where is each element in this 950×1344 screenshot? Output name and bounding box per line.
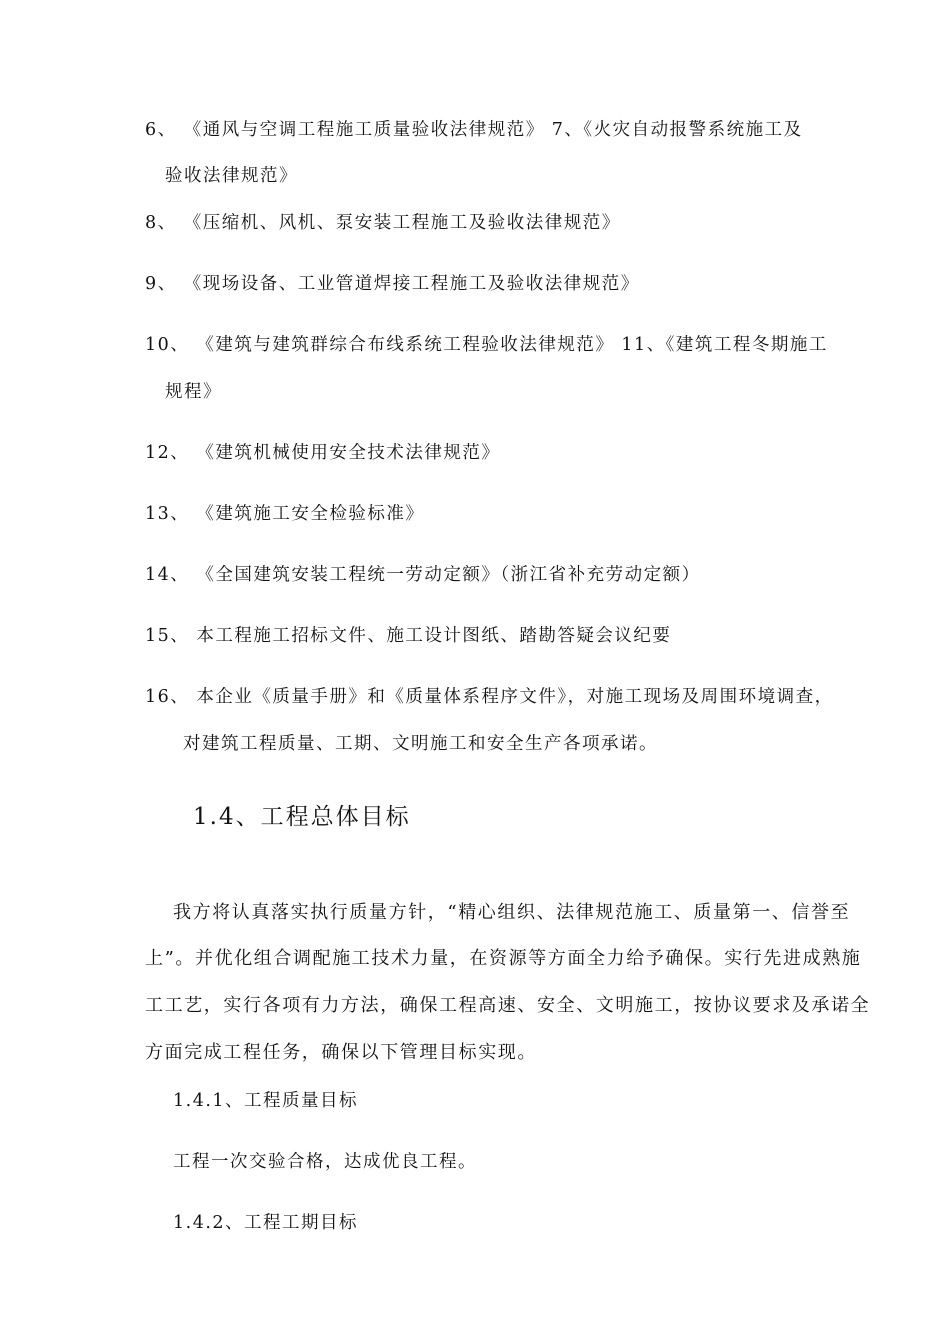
subsection-heading-1-4-1: 1.4.1、工程质量目标 xyxy=(173,1091,359,1111)
goal-paragraph-line4: 方面完成工程任务，确保以下管理目标实现。 xyxy=(145,1042,537,1063)
reference-item-10-line2: 规程》 xyxy=(165,382,222,402)
quality-goal-text: 工程一次交验合格，达成优良工程。 xyxy=(173,1152,477,1172)
reference-item-6-line2: 验收法律规范》 xyxy=(165,166,298,186)
subsection-heading-1-4-2: 1.4.2、工程工期目标 xyxy=(173,1213,359,1233)
reference-item-6-line1: 6、 《通风与空调工程施工质量验收法律规范》 7、《火灾自动报警系统施工及 xyxy=(145,120,803,140)
reference-item-8: 8、 《压缩机、风机、泵安装工程施工及验收法律规范》 xyxy=(145,213,621,233)
reference-item-15: 15、 本工程施工招标文件、施工设计图纸、踏勘答疑会议纪要 xyxy=(145,626,672,646)
reference-item-12: 12、 《建筑机械使用安全技术法律规范》 xyxy=(145,443,501,463)
section-heading-1-4: 1.4、工程总体目标 xyxy=(193,804,411,830)
reference-item-10-line1: 10、 《建筑与建筑群综合布线系统工程验收法律规范》 11、《建筑工程冬期施工 xyxy=(145,335,828,355)
goal-paragraph-line2: 上”。并优化组合调配施工技术力量，在资源等方面全力给予确保。实行先进成熟施 xyxy=(145,948,862,969)
reference-item-16-line2: 对建筑工程质量、工期、文明施工和安全生产各项承诺。 xyxy=(183,734,658,754)
reference-item-14: 14、 《全国建筑安装工程统一劳动定额》（浙江省补充劳动定额） xyxy=(145,565,701,585)
goal-paragraph-line3: 工工艺，实行各项有力方法，确保工程高速、安全、文明施工，按协议要求及承诺全 xyxy=(145,995,871,1016)
goal-paragraph-line1: 我方将认真落实执行质量方针，“精心组织、法律规范施工、质量第一、信誉至 xyxy=(173,902,851,923)
reference-item-9: 9、 《现场设备、工业管道焊接工程施工及验收法律规范》 xyxy=(145,274,640,294)
reference-item-16-line1: 16、 本企业《质量手册》和《质量体系程序文件》，对施工现场及周围环境调查， xyxy=(145,687,834,707)
reference-item-13: 13、 《建筑施工安全检验标准》 xyxy=(145,504,425,524)
